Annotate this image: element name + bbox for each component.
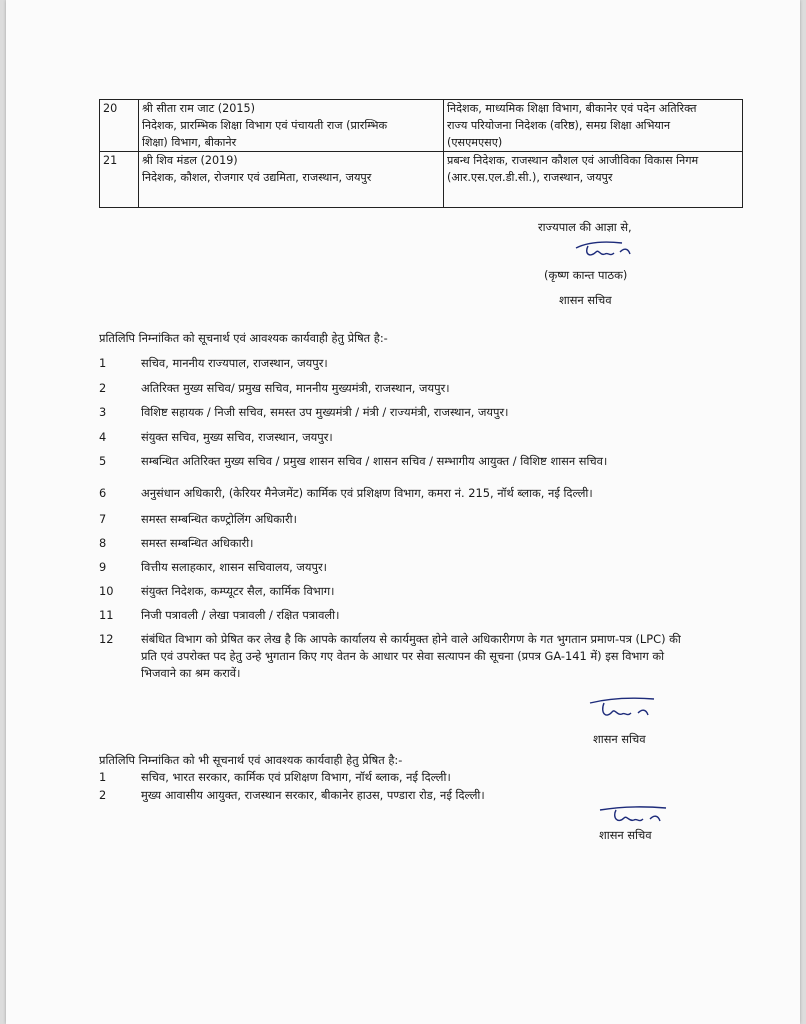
list-item-number: 11: [99, 608, 114, 622]
list-item-number: 3: [99, 405, 107, 419]
list-item: संयुक्त निदेशक, कम्प्यूटर सैल, कार्मिक विभाग।: [141, 584, 335, 598]
signatory-designation: शासन सचिव: [593, 732, 646, 746]
copy-heading: प्रतिलिपि निम्नांकित को सूचनार्थ एवं आवश्यक कार्यवाही हेतु प्रेषित है:-: [99, 331, 388, 345]
list-item-number: 2: [99, 381, 107, 395]
list-item: संबंधित विभाग को प्रेषित कर लेख है कि आपके कार्यालय से कार्यमुक्त होने वाले अधिकारीगण के गत भुगतान प्रमाण-पत्र (LPC) की: [141, 632, 681, 646]
list-item: सचिव, भारत सरकार, कार्मिक एवं प्रशिक्षण विभाग, नॉर्थ ब्लाक, नई दिल्ली।: [141, 770, 451, 784]
list-item: सम्बन्धित अतिरिक्त मुख्य सचिव / प्रमुख शासन सचिव / शासन सचिव / सम्भागीय आयुक्त / विशिष्ट शासन सचिव।: [141, 454, 608, 468]
signature-image: [574, 238, 642, 264]
officer-line: श्री शिव मंडल (2019): [142, 154, 238, 167]
list-item: अतिरिक्त मुख्य सचिव/ प्रमुख सचिव, माननीय मुख्यमंत्री, राजस्थान, जयपुर।: [141, 381, 450, 395]
post-line: प्रबन्ध निदेशक, राजस्थान कौशल एवं आजीविका विकास निगम: [447, 154, 699, 167]
list-item: निजी पत्रावली / लेखा पत्रावली / रक्षित पत्रावली।: [141, 608, 340, 622]
row-serial: 21: [100, 152, 139, 208]
list-item-number: 12: [99, 632, 114, 646]
list-item-continuation: प्रति एवं उपरोक्त पद हेतु उन्हे भुगतान किए गए वेतन के आधार पर सेवा सत्यापन की सूचना (प्रपत्र GA-141 में) इस विभाग को: [141, 649, 665, 663]
list-item: मुख्य आवासीय आयुक्त, राजस्थान सरकार, बीकानेर हाउस, पण्डारा रोड, नई दिल्ली।: [141, 788, 485, 802]
officer-cell: [139, 152, 444, 208]
list-item-number: 6: [99, 486, 107, 500]
list-item-number: 4: [99, 430, 107, 444]
list-item-number: 9: [99, 560, 107, 574]
list-item-number: 1: [99, 770, 107, 784]
officer-cell: [139, 100, 444, 152]
signatory-designation: शासन सचिव: [599, 828, 652, 842]
new-post-cell: [444, 100, 743, 152]
officer-line: निदेशक, कौशल, रोजगार एवं उद्यमिता, राजस्थान, जयपुर: [142, 171, 372, 184]
post-line: (आर.एस.एल.डी.सी.), राजस्थान, जयपुर: [447, 171, 613, 184]
officer-line: निदेशक, प्रारम्भिक शिक्षा विभाग एवं पंचायती राज (प्रारम्भिक: [142, 119, 388, 132]
document-page: [6, 0, 800, 1024]
transfer-table: [99, 99, 743, 208]
list-item-number: 8: [99, 536, 107, 550]
list-item: वित्तीय सलाहकार, शासन सचिवालय, जयपुर।: [141, 560, 327, 574]
table-row: [100, 152, 743, 208]
list-item: समस्त सम्बन्धित कण्ट्रोलिंग अधिकारी।: [141, 512, 297, 526]
list-item: सचिव, माननीय राज्यपाल, राजस्थान, जयपुर।: [141, 356, 328, 370]
post-line: राज्य परियोजना निदेशक (वरिष्ठ), समग्र शिक्षा अभियान: [447, 119, 671, 132]
list-item-number: 2: [99, 788, 107, 802]
order-authority: राज्यपाल की आज्ञा से,: [538, 220, 632, 234]
list-item-number: 7: [99, 512, 107, 526]
table-row: [100, 100, 743, 152]
signatory-designation: शासन सचिव: [559, 293, 612, 307]
list-item-number: 10: [99, 584, 114, 598]
officer-line: श्री सीता राम जाट (2015): [142, 102, 255, 115]
signatory-name: (कृष्ण कान्त पाठक): [544, 268, 628, 282]
signature-image: [588, 695, 660, 725]
list-item: अनुसंधान अधिकारी, (केरियर मैनेजमेंट) कार्मिक एवं प्रशिक्षण विभाग, कमरा नं. 215, नॉर्थ ब्लाक, नई दिल्ली।: [141, 486, 593, 500]
officer-line: शिक्षा) विभाग, बीकानेर: [142, 136, 237, 149]
new-post-cell: [444, 152, 743, 208]
list-item-continuation: भिजवाने का श्रम करावें।: [141, 666, 241, 680]
list-item: समस्त सम्बन्धित अधिकारी।: [141, 536, 254, 550]
copy-heading: प्रतिलिपि निम्नांकित को भी सूचनार्थ एवं आवश्यक कार्यवाही हेतु प्रेषित है:-: [99, 753, 403, 767]
row-serial: 20: [100, 100, 139, 152]
list-item-number: 1: [99, 356, 107, 370]
list-item: विशिष्ट सहायक / निजी सचिव, समस्त उप मुख्यमंत्री / मंत्री / राज्यमंत्री, राजस्थान, जयपुर।: [141, 405, 509, 419]
list-item: संयुक्त सचिव, मुख्य सचिव, राजस्थान, जयपुर।: [141, 430, 333, 444]
post-line: निदेशक, माध्यमिक शिक्षा विभाग, बीकानेर एवं पदेन अतिरिक्त: [447, 102, 697, 115]
list-item-number: 5: [99, 454, 107, 468]
post-line: (एसएमएसए): [447, 136, 503, 149]
